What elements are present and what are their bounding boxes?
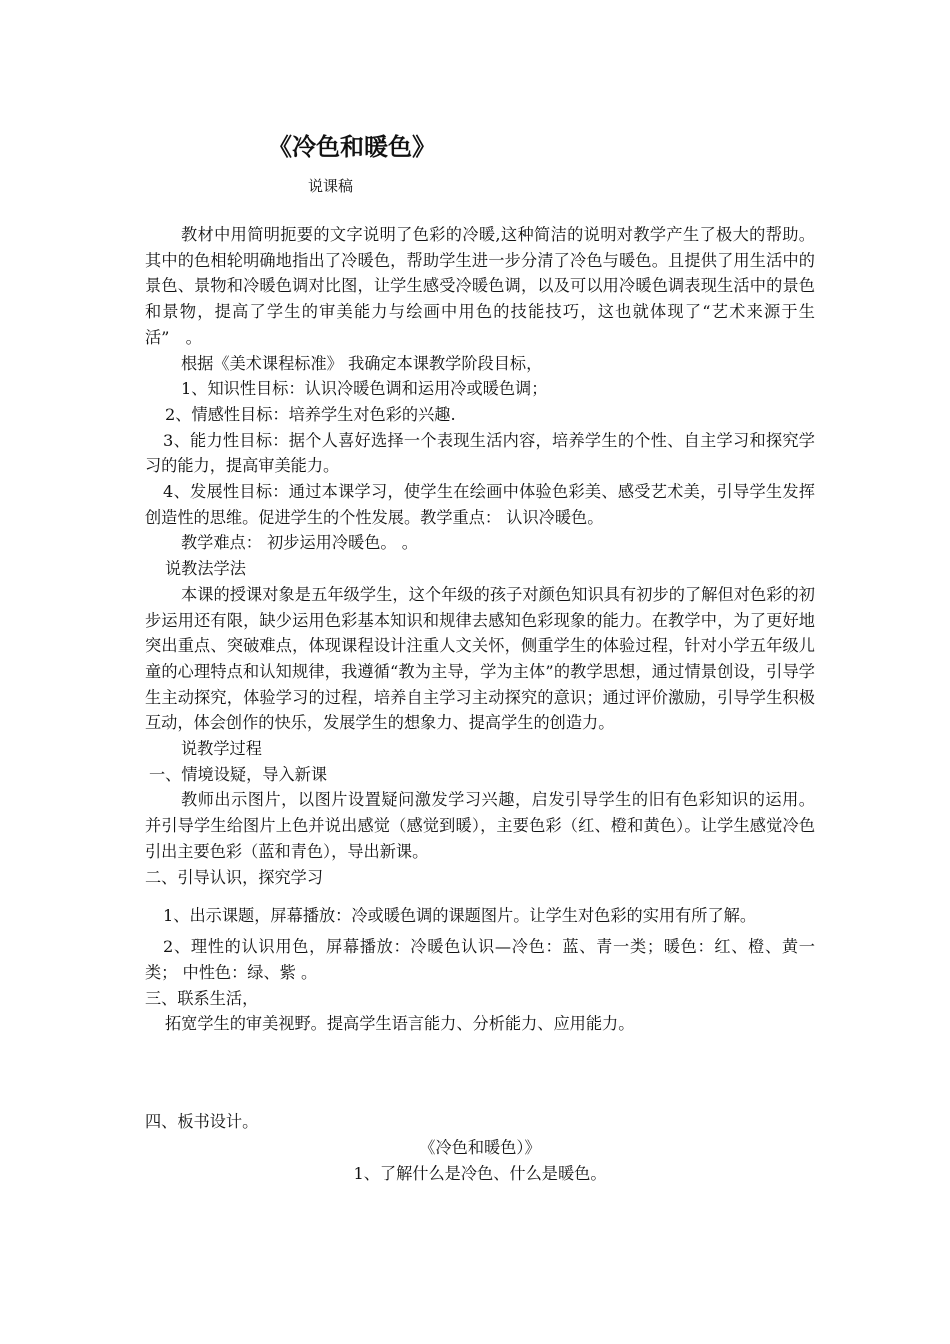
board-design-title: 《冷色和暖色）》 [419,1137,541,1157]
document-subtitle: 说课稿 [308,177,354,195]
paragraph-curriculum-goals: 根据《美术课程标准》 我确定本课教学阶段目标， [181,353,543,373]
goal-knowledge: 1、知识性目标：认识冷暖色调和运用冷或暖色调； [181,379,548,399]
goal-ability: 3、能力性目标：据个人喜好选择一个表现生活内容，培养学生的个性、自主学习和探究学习的能力，提高审美能力。 [145,430,815,476]
paragraph-step-two-item-two: 2、理性的认识用色，屏幕播放：冷暖色认识—冷色：蓝、青一类；暖色：红、橙、黄一类； 中性色：绿、紫 。 [145,937,815,982]
board-design-item-one: 1、了解什么是冷色、什么是暖色。 [353,1163,607,1183]
paragraph-textbook-analysis: 教材中用简明扼要的文字说明了色彩的冷暖,这种简洁的说明对教学产生了极大的帮助。其中的色相轮明确地指出了冷暖色，帮助学生进一步分清了冷色与暖色。且提供了用生活中的景色、景物和冷暖色调对比图，让学生感受冷暖色调，以及可以用冷暖色调表现生活中的景色和景物，提高了学生的审美能力与绘画中用色的技能技巧，这也就体现了“艺术来源于生活” 。 [145,225,815,347]
paragraph-methods: 本课的授课对象是五年级学生，这个年级的孩子对颜色知识具有初步的了解但对色彩的初步运用还有限，缺少运用色彩基本知识和规律去感知色彩现象的能力。在教学中，为了更好地突出重点、突破难点，体现课程设计注重人文关怀，侧重学生的体验过程，针对小学五年级儿童的心理特点和认知规律，我遵循“教为主导，学为主体”的教学思想，通过情景创设，引导学生主动探究，体验学习的过程，培养自主学习主动探究的意识；通过评价激励，引导学生积极互动，体会创作的快乐，发展学生的想象力、提高学生的创造力。 [145,584,815,733]
heading-step-two: 二、引导认识，探究学习 [145,867,324,887]
paragraph-step-three: 拓宽学生的审美视野。提高学生语言能力、分析能力、应用能力。 [165,1014,635,1034]
heading-step-three: 三、联系生活， [145,988,259,1008]
heading-process: 说教学过程 [181,739,262,759]
heading-step-four: 四、板书设计。 [145,1112,259,1132]
goal-emotion: 2、情感性目标：培养学生对色彩的兴趣. [165,404,456,424]
goal-development: 4、发展性目标：通过本课学习，使学生在绘画中体验色彩美、感受艺术美，引导学生发挥创造性的思维。促进学生的个性发展。教学重点： 认识冷暖色。 [145,482,815,527]
teaching-difficulty: 教学难点： 初步运用冷暖色。 。 [181,533,418,553]
heading-step-one: 一、情境设疑，导入新课 [149,764,328,784]
paragraph-step-two-item-one: 1、出示课题，屏幕播放：冷或暖色调的课题图片。让学生对色彩的实用有所了解。 [163,906,757,926]
heading-methods: 说教法学法 [165,559,246,579]
document-body [145,222,815,1186]
document-title: 《冷色和暖色》 [268,133,436,161]
paragraph-step-one: 教师出示图片，以图片设置疑问激发学习兴趣，启发引导学生的旧有色彩知识的运用。 并引导学生给图片上色并说出感觉（感觉到暖），主要色彩（红、橙和黄色）。让学生感觉冷色引出主要色彩（蓝和青色），导出新课。 [145,790,815,861]
